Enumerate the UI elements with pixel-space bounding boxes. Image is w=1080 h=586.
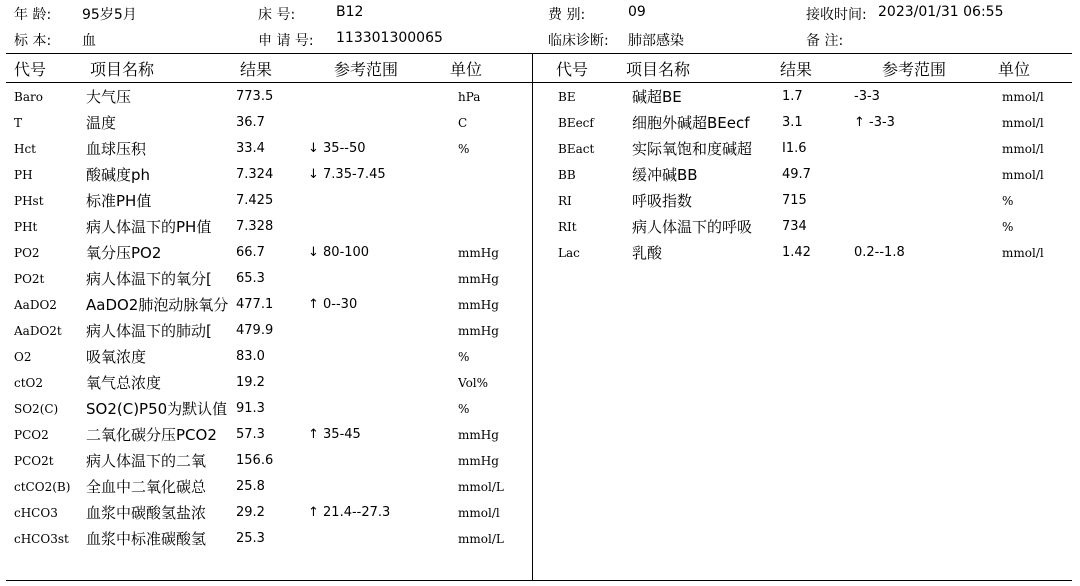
col-head-code-left: 代号 [14, 60, 47, 79]
col-head-result-right: 结果 [780, 60, 813, 79]
cell-unit: % [458, 402, 470, 416]
cell-code: BE [558, 90, 576, 104]
cell-code: BEact [558, 142, 595, 156]
col-head-unit-left: 单位 [450, 60, 483, 79]
col-head-code-right: 代号 [556, 60, 589, 79]
specimen-value: 血 [82, 33, 96, 49]
cell-unit: mmol/l [1002, 116, 1044, 130]
age-label: 年 龄: [14, 7, 52, 23]
cell-unit: % [458, 350, 470, 364]
cell-unit: % [458, 142, 470, 156]
cell-code: PO2t [14, 272, 45, 286]
cell-result: 36.7 [236, 115, 265, 130]
cell-unit: mmHg [458, 298, 499, 312]
col-head-range-left: 参考范围 [334, 60, 399, 79]
cell-range: ↑ 21.4--27.3 [308, 505, 391, 520]
cell-range: ↑ 0--30 [308, 297, 358, 312]
column-divider [532, 54, 533, 580]
cell-code: PO2 [14, 246, 40, 260]
cell-code: Baro [14, 90, 43, 104]
cell-name: 血浆中标准碳酸氢 [86, 530, 207, 548]
cell-result: 1.7 [782, 89, 803, 104]
cell-code: cHCO3st [14, 532, 69, 546]
col-head-range-right: 参考范围 [882, 60, 947, 79]
cell-result: 7.324 [236, 167, 274, 182]
cell-result: 25.3 [236, 531, 265, 546]
cell-result: 25.8 [236, 479, 265, 494]
cell-range: 0.2--1.8 [854, 245, 905, 260]
cell-name: 温度 [86, 114, 117, 132]
cell-name: 病人体温下的肺动[ [86, 322, 212, 340]
cell-name: AaDO2肺泡动脉氧分 [86, 296, 229, 314]
cell-unit: hPa [458, 90, 481, 104]
cell-result: 83.0 [236, 349, 265, 364]
cell-result: 19.2 [236, 375, 265, 390]
bed-label: 床 号: [258, 7, 296, 23]
cell-name: SO2(C)P50为默认值 [86, 400, 228, 418]
cell-code: PCO2 [14, 428, 49, 442]
cell-result: 1.42 [782, 245, 811, 260]
cell-name: 氧气总浓度 [86, 374, 162, 392]
cell-name: 氧分压PO2 [86, 244, 162, 262]
cell-result: 65.3 [236, 271, 265, 286]
cell-range: ↑ 35-45 [308, 427, 361, 442]
cell-result: 66.7 [236, 245, 265, 260]
cell-unit: % [1002, 220, 1014, 234]
cell-result: 3.1 [782, 115, 803, 130]
request-no-label: 申 请 号: [258, 33, 314, 49]
cell-name: 病人体温下的氧分[ [86, 270, 212, 288]
col-head-unit-right: 单位 [998, 60, 1031, 79]
cell-result: 773.5 [236, 89, 274, 104]
cell-code: BEecf [558, 116, 594, 130]
cell-code: Hct [14, 142, 37, 156]
cell-name: 病人体温下的二氧 [86, 452, 207, 470]
cell-result: 57.3 [236, 427, 265, 442]
footer-rule [6, 580, 1072, 581]
cell-result: 734 [782, 219, 807, 234]
specimen-label: 标 本: [14, 33, 52, 49]
col-head-result-left: 结果 [240, 60, 273, 79]
cell-name: 全血中二氧化碳总 [86, 478, 207, 496]
fee-label: 费 别: [548, 7, 586, 23]
bed-value: B12 [336, 4, 364, 20]
cell-name: 吸氧浓度 [86, 348, 147, 366]
cell-name: 标准PH值 [86, 192, 152, 210]
request-no-value: 113301300065 [336, 30, 443, 46]
cell-result: 33.4 [236, 141, 265, 156]
diagnosis-label: 临床诊断: [548, 33, 609, 49]
cell-result: 156.6 [236, 453, 274, 468]
col-head-name-right: 项目名称 [626, 60, 691, 79]
cell-result: 715 [782, 193, 807, 208]
col-head-name-left: 项目名称 [90, 60, 155, 79]
cell-unit: mmHg [458, 324, 499, 338]
cell-unit: mmol/l [1002, 168, 1044, 182]
cell-range: ↓ 7.35-7.45 [308, 167, 386, 182]
cell-name: 乳酸 [632, 244, 663, 262]
cell-result: 29.2 [236, 505, 265, 520]
cell-unit: mmHg [458, 428, 499, 442]
cell-unit: % [1002, 194, 1014, 208]
cell-unit: mmHg [458, 454, 499, 468]
cell-name: 酸碱度ph [86, 166, 151, 184]
cell-name: 实际氧饱和度碱超 [632, 140, 753, 158]
cell-range: ↓ 35--50 [308, 141, 366, 156]
cell-result: 477.1 [236, 297, 274, 312]
diagnosis-value: 肺部感染 [628, 33, 684, 49]
cell-code: Lac [558, 246, 580, 260]
column-head-rule [6, 82, 1072, 83]
cell-code: cHCO3 [14, 506, 58, 520]
receive-time-label: 接收时间: [806, 7, 867, 23]
cell-code: RIt [558, 220, 577, 234]
cell-result: 7.425 [236, 193, 274, 208]
cell-unit: mmol/l [1002, 142, 1044, 156]
cell-code: BB [558, 168, 576, 182]
cell-name: 碱超BE [632, 88, 682, 106]
cell-unit: mmHg [458, 246, 499, 260]
note-label: 备 注: [806, 33, 844, 49]
cell-result: I1.6 [782, 141, 807, 156]
cell-name: 细胞外碱超BEecf [632, 114, 750, 132]
cell-code: O2 [14, 350, 32, 364]
cell-code: ctCO2(B) [14, 480, 71, 494]
cell-name: 二氧化碳分压PCO2 [86, 426, 217, 444]
cell-unit: C [458, 116, 468, 130]
cell-code: ctO2 [14, 376, 44, 390]
cell-name: 缓冲碱BB [632, 166, 698, 184]
header-rule [6, 53, 1072, 54]
cell-unit: mmol/l [458, 506, 500, 520]
cell-code: AaDO2 [14, 298, 57, 312]
cell-range: ↑ -3-3 [854, 115, 895, 130]
cell-result: 91.3 [236, 401, 265, 416]
cell-code: PHt [14, 220, 38, 234]
cell-code: PH [14, 168, 33, 182]
cell-code: SO2(C) [14, 402, 59, 416]
cell-unit: mmol/L [458, 480, 504, 494]
cell-unit: mmHg [458, 272, 499, 286]
cell-unit: Vol% [458, 376, 489, 390]
cell-range: -3-3 [854, 89, 880, 104]
cell-name: 血球压积 [86, 140, 147, 158]
receive-time-value: 2023/01/31 06:55 [878, 4, 1004, 20]
cell-code: PCO2t [14, 454, 54, 468]
cell-unit: mmol/l [1002, 246, 1044, 260]
cell-name: 血浆中碳酸氢盐浓 [86, 504, 207, 522]
cell-result: 7.328 [236, 219, 274, 234]
cell-name: 病人体温下的PH值 [86, 218, 212, 236]
cell-name: 呼吸指数 [632, 192, 693, 210]
age-value: 95岁5月 [82, 7, 137, 23]
cell-result: 49.7 [782, 167, 811, 182]
cell-code: RI [558, 194, 572, 208]
cell-range: ↓ 80-100 [308, 245, 370, 260]
fee-value: 09 [628, 4, 646, 20]
report-header [0, 0, 1080, 56]
cell-unit: mmol/L [458, 532, 504, 546]
cell-code: PHst [14, 194, 44, 208]
cell-name: 病人体温下的呼吸 [632, 218, 753, 236]
cell-unit: mmol/l [1002, 90, 1044, 104]
cell-result: 479.9 [236, 323, 274, 338]
cell-code: AaDO2t [14, 324, 62, 338]
cell-code: T [14, 116, 23, 130]
cell-name: 大气压 [86, 88, 132, 106]
